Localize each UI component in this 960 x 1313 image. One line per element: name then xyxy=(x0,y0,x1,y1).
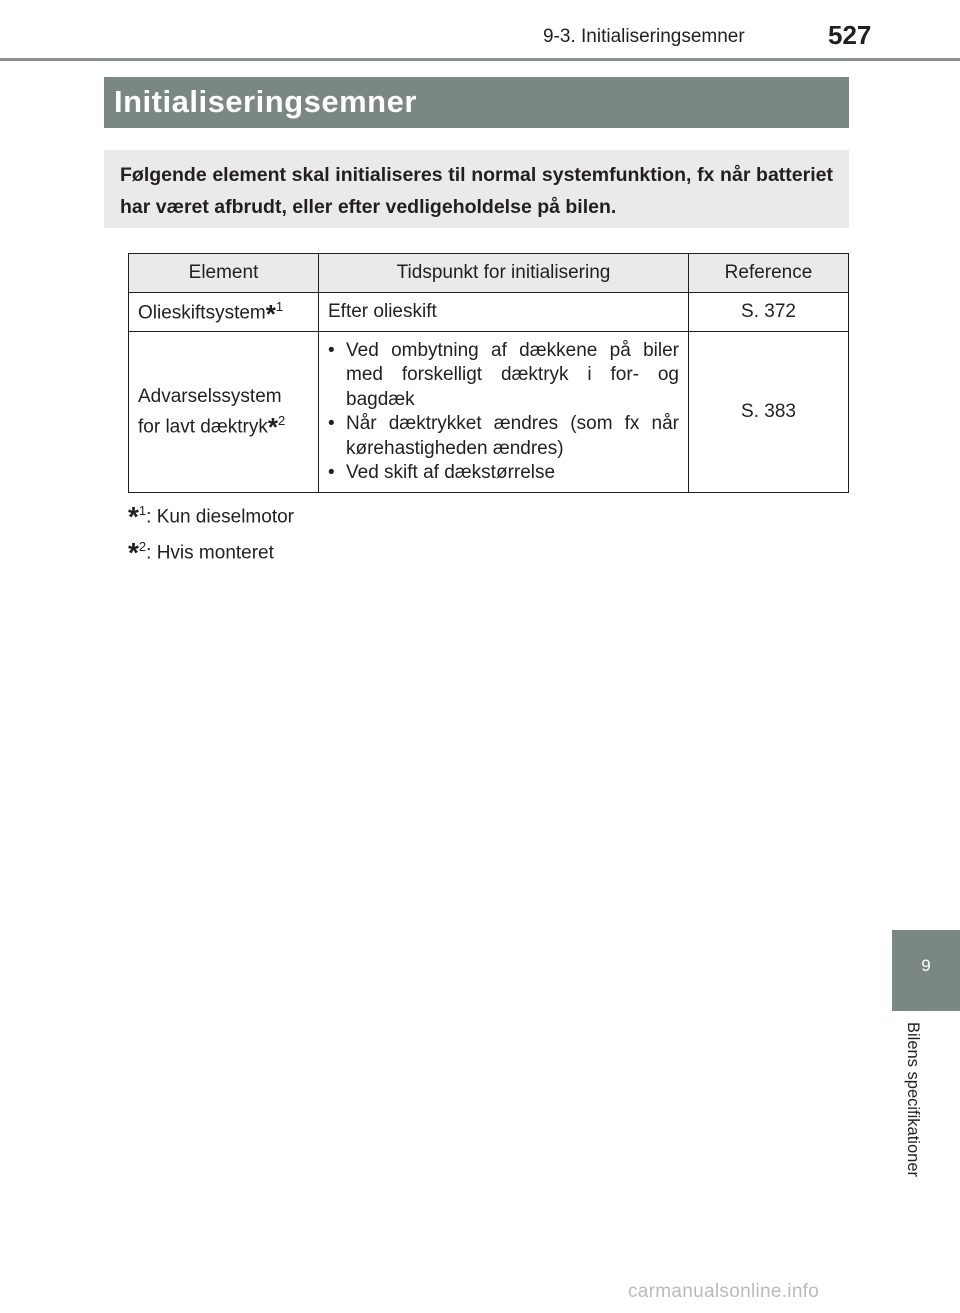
list-item: • Ved ombytning af dækkene på biler med forskelligt dæktryk i for- og bagdæk xyxy=(328,339,679,410)
footnote-number: 1 xyxy=(138,503,147,518)
reference-cell: S. 372 xyxy=(689,293,849,332)
footnote-star: * xyxy=(267,412,278,443)
timing-cell xyxy=(319,332,689,493)
element-name-line2: for lavt dæktryk xyxy=(138,416,268,438)
footnote-number: 2 xyxy=(138,539,147,554)
element-name-line1: Advarselssystem xyxy=(138,385,282,407)
column-header-reference: Reference xyxy=(689,254,849,293)
footnote-number: 2 xyxy=(278,412,286,428)
page-title: Initialiseringsemner xyxy=(104,77,849,128)
element-name: Olieskiftsystem xyxy=(138,302,266,324)
page-number: 527 xyxy=(828,20,872,50)
intro-box: Følgende element skal initialiseres til normal systemfunktion, fx når batteriet har været afbrudt, eller efter vedligeholdelse på bilen. xyxy=(104,150,849,228)
footnote-text: : Kun dieselmotor xyxy=(146,506,294,528)
chapter-tab xyxy=(892,930,960,1011)
list-item: • Når dæktrykket ændres (som fx når kørehastigheden ændres) xyxy=(328,413,679,459)
bullet-text: Ved ombytning af dækkene på biler med forskelligt dæktryk i for- og bagdæk xyxy=(346,339,679,410)
watermark: carmanualsonline.info xyxy=(628,1281,820,1302)
column-header-element: Element xyxy=(129,254,319,293)
list-item: • Ved skift af dækstørrelse xyxy=(328,462,556,483)
footnote-2 xyxy=(128,537,274,569)
chapter-number: 9 xyxy=(921,956,931,975)
initialization-table xyxy=(128,253,849,493)
bullet-text: Ved skift af dækstørrelse xyxy=(346,462,556,483)
footnote-number: 1 xyxy=(275,299,284,315)
header-section-title: 9-3. Initialiseringsemner xyxy=(543,26,745,47)
element-cell xyxy=(129,332,319,493)
footnote-text: : Hvis monteret xyxy=(146,542,274,564)
timing-cell: Efter olieskift xyxy=(319,293,689,332)
bullet-text: Når dæktrykket ændres (som fx når kørehastigheden ændres) xyxy=(346,413,679,459)
footnote-star: * xyxy=(128,537,139,569)
chapter-label: Bilens specifikationer xyxy=(904,1022,922,1177)
table-row xyxy=(129,293,849,332)
footnote-1 xyxy=(128,501,294,533)
header-divider xyxy=(0,58,960,61)
footnote-star: * xyxy=(128,501,139,533)
footnote-star: * xyxy=(265,298,276,329)
reference-cell: S. 383 xyxy=(689,332,849,493)
element-cell xyxy=(129,293,319,332)
table-row xyxy=(129,332,849,493)
table-header-row xyxy=(129,254,849,293)
column-header-timing: Tidspunkt for initialisering xyxy=(319,254,689,293)
